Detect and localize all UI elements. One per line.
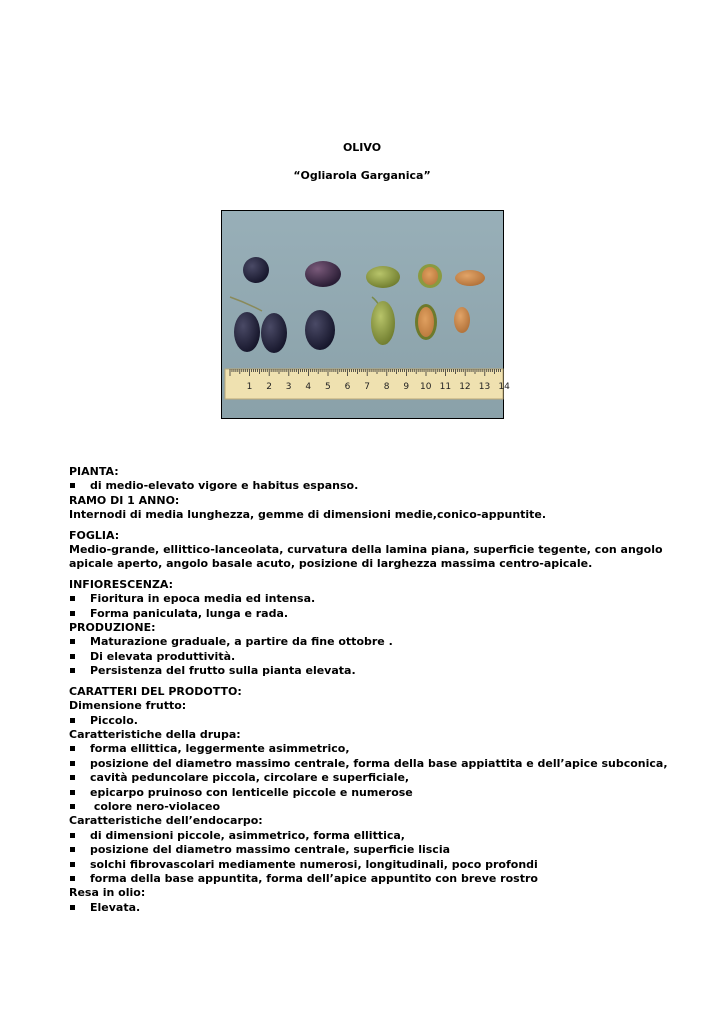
list-item: cavità peduncolare piccola, circolare e superficiale,: [69, 771, 709, 785]
document-title: OLIVO: [342, 141, 382, 154]
section-heading-pianta: PIANTA:: [69, 465, 119, 478]
ruler-number: 1: [246, 382, 253, 392]
list-item: di dimensioni piccole, asimmetrico, forma ellittica,: [69, 829, 709, 843]
ruler-number: 8: [383, 382, 390, 392]
foglia-text: Medio-grande, ellittico-lanceolata, curvatura della lamina piana, superficie tegente, con angolo apicale aperto, angolo basale acuto, posizione di larghezza massima centro-apicale.: [69, 543, 663, 571]
dimensione-label: Dimensione frutto:: [69, 699, 187, 713]
list-item: Forma paniculata, lunga e rada.: [69, 607, 709, 621]
ruler-number: 5: [325, 382, 331, 392]
ruler-number: 7: [364, 382, 370, 392]
section-heading-foglia: FOGLIA:: [69, 528, 120, 542]
ramo-text: Internodi di media lunghezza, gemme di dimensioni medie,conico-appuntite.: [69, 508, 547, 522]
infiorescenza-list: [69, 592, 709, 621]
list-item: Fioritura in epoca media ed intensa.: [69, 592, 709, 606]
list-item: posizione del diametro massimo centrale, forma della base appiattita e dell’apice subconica,: [69, 757, 709, 771]
list-item: colore nero-violaceo: [69, 800, 709, 814]
section-heading-produzione: PRODUZIONE:: [69, 621, 156, 635]
drupa-label: Caratteristiche della drupa:: [69, 727, 241, 741]
resa-label: Resa in olio:: [69, 886, 146, 900]
list-item: di medio-elevato vigore e habitus espanso.: [69, 479, 709, 493]
list-item: posizione del diametro massimo centrale, superficie liscia: [69, 843, 709, 857]
ruler-number: 11: [439, 382, 452, 392]
ruler-number: 10: [420, 382, 432, 392]
document-body: [69, 465, 709, 915]
section-heading-caratteri: CARATTERI DEL PRODOTTO:: [69, 684, 242, 698]
endocarpo-label: Caratteristiche dell’endocarpo:: [69, 814, 263, 828]
endocarpo-list: [69, 829, 709, 887]
olive-fruit-photo: [221, 210, 510, 419]
ruler-number: 9: [403, 382, 410, 392]
ruler-number: 14: [498, 382, 510, 392]
list-item: solchi fibrovascolari mediamente numerosi, longitudinali, poco profondi: [69, 858, 709, 872]
list-item: forma della base appuntita, forma dell’apice appuntito con breve rostro: [69, 872, 709, 886]
ruler-number: 12: [459, 382, 471, 392]
resa-list: [69, 901, 709, 915]
list-item: Elevata.: [69, 901, 709, 915]
list-item: Persistenza del frutto sulla pianta elevata.: [69, 664, 709, 678]
section-heading-ramo: RAMO DI 1 ANNO:: [69, 493, 180, 507]
drupa-list: [69, 742, 709, 814]
olive-photo-drawing: [222, 211, 510, 418]
pianta-list: [69, 479, 709, 493]
list-item: epicarpo pruinoso con lenticelle piccole e numerose: [69, 786, 709, 800]
list-item: forma ellittica, leggermente asimmetrico,: [69, 742, 709, 756]
ruler-number: 3: [285, 382, 292, 392]
document-subtitle: “Ogliarola Garganica”: [293, 169, 431, 182]
list-item: Di elevata produttività.: [69, 650, 709, 664]
dimensione-list: [69, 714, 709, 728]
ruler-number: 4: [305, 382, 312, 392]
ruler-number: 2: [266, 382, 272, 392]
section-heading-infiorescenza: INFIORESCENZA:: [69, 577, 174, 591]
ruler-number: 13: [478, 382, 491, 392]
produzione-list: [69, 635, 709, 678]
ruler-number: 6: [344, 382, 351, 392]
list-item: Maturazione graduale, a partire da fine ottobre .: [69, 635, 709, 649]
list-item: Piccolo.: [69, 714, 709, 728]
